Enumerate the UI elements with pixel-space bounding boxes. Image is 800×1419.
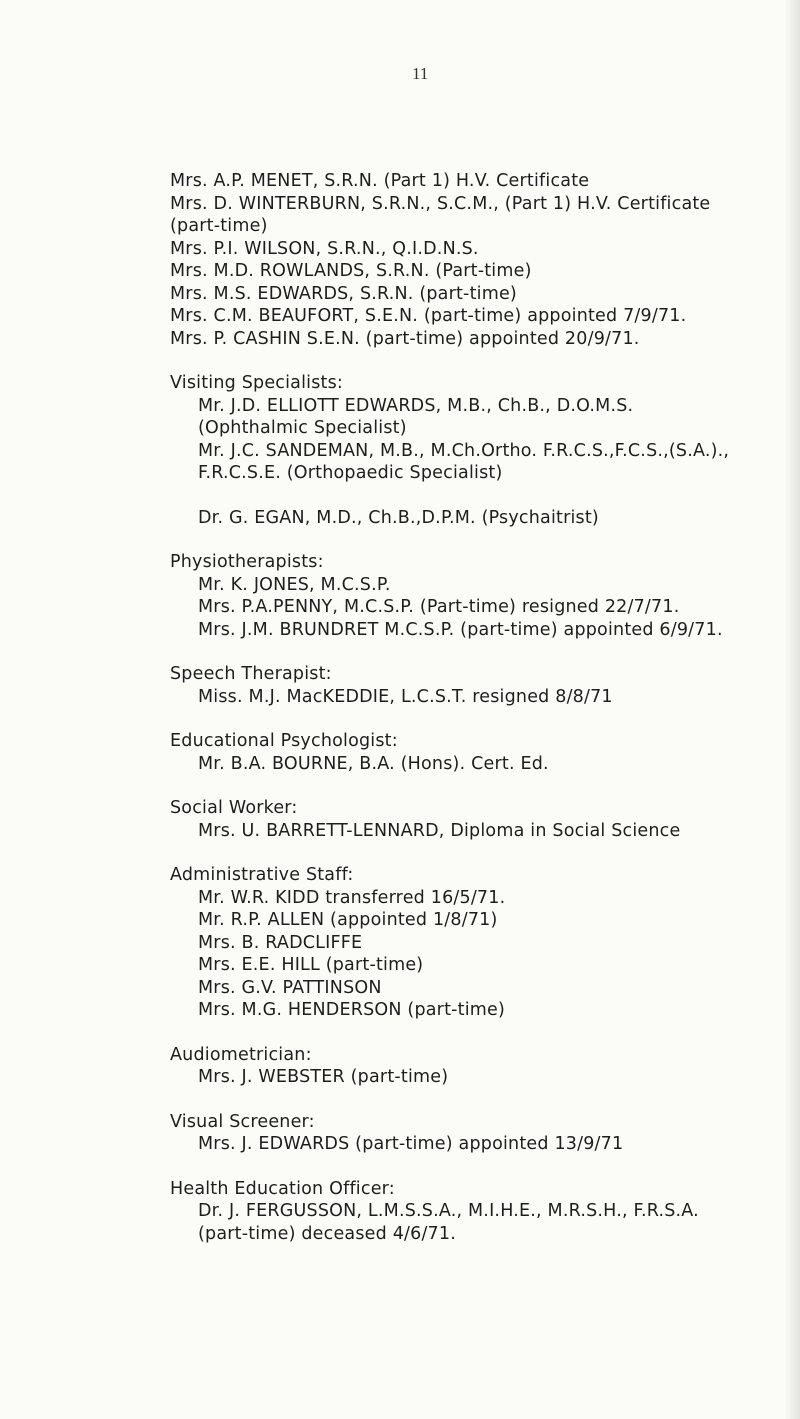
section-heading: Speech Therapist:	[170, 664, 332, 684]
list-item: Mr. K. JONES, M.C.S.P.	[198, 574, 391, 595]
list-item: Mrs. P.I. WILSON, S.R.N., Q.I.D.N.S.	[170, 238, 479, 259]
section-heading: Social Worker:	[170, 798, 298, 818]
list-item: Dr. G. EGAN, M.D., Ch.B.,D.P.M. (Psychaitrist)	[198, 507, 599, 528]
section-physiotherapists	[170, 551, 730, 641]
spacer	[198, 485, 730, 507]
list-item: Mrs. M.G. HENDERSON (part-time)	[198, 1000, 506, 1020]
document-body	[170, 170, 730, 1245]
list-item: Mrs. M.S. EDWARDS, S.R.N. (part-time)	[170, 283, 517, 304]
list-item: Mr. J.C. SANDEMAN, M.B., M.Ch.Ortho. F.R.C.S.,F.C.S.,(S.A.)., F.R.C.S.E. (Orthopaedic Specialist)	[198, 440, 730, 483]
list-item: Dr. J. FERGUSSON, L.M.S.S.A., M.I.H.E., M.R.S.H., F.R.S.A. (part-time) deceased 4/6/71.	[198, 1201, 699, 1244]
list-item: Mrs. C.M. BEAUFORT, S.E.N. (part-time) appointed 7/9/71.	[170, 306, 687, 326]
list-item: Mr. R.P. ALLEN (appointed 1/8/71)	[198, 910, 498, 930]
page-edge-shadow	[784, 0, 800, 1419]
list-item: Mrs. M.D. ROWLANDS, S.R.N. (Part-time)	[170, 261, 532, 281]
section-heading: Health Education Officer:	[170, 1178, 395, 1199]
section-visual-screener	[170, 1111, 730, 1156]
list-item: Miss. M.J. MacKEDDIE, L.C.S.T. resigned 8/8/71	[198, 686, 613, 707]
section-heading: Physiotherapists:	[170, 552, 324, 572]
list-item: Mrs. G.V. PATTINSON	[198, 977, 382, 998]
list-item: Mrs. B. RADCLIFFE	[198, 932, 363, 953]
list-item: Mrs. J. WEBSTER (part-time)	[198, 1067, 449, 1087]
section-social-worker	[170, 797, 730, 842]
section-speech-therapist	[170, 663, 730, 708]
list-item: Mrs. A.P. MENET, S.R.N. (Part 1) H.V. Certificate	[170, 171, 590, 191]
list-item: Mrs. U. BARRETT-LENNARD, Diploma in Social Science	[198, 820, 681, 841]
section-heading: Visual Screener:	[170, 1111, 315, 1132]
section-health-education-officer	[170, 1178, 730, 1246]
section-audiometrician	[170, 1044, 730, 1089]
page-number: 11	[412, 64, 429, 83]
list-item: Mrs. J. EDWARDS (part-time) appointed 13/9/71	[198, 1134, 624, 1154]
section-heading: Educational Psychologist:	[170, 731, 398, 751]
section-educational-psychologist	[170, 730, 730, 775]
list-item: Mrs. P. CASHIN S.E.N. (part-time) appointed 20/9/71.	[170, 328, 640, 349]
section-heading: Visiting Specialists:	[170, 373, 344, 393]
section-visiting-specialists	[170, 372, 730, 529]
list-item: Mrs. E.E. HILL (part-time)	[198, 955, 424, 975]
list-item: Mr. J.D. ELLIOTT EDWARDS, M.B., Ch.B., D.O.M.S. (Ophthalmic Specialist)	[198, 395, 634, 438]
list-item: Mrs. P.A.PENNY, M.C.S.P. (Part-time) resigned 22/7/71.	[198, 597, 680, 617]
list-item: Mr. B.A. BOURNE, B.A. (Hons). Cert. Ed.	[198, 753, 549, 774]
nursing-staff-list	[170, 170, 730, 350]
list-item: Mr. W.R. KIDD transferred 16/5/71.	[198, 887, 506, 908]
section-heading: Audiometrician:	[170, 1044, 312, 1065]
list-item: Mrs. D. WINTERBURN, S.R.N., S.C.M., (Part 1) H.V. Certificate (part-time)	[170, 193, 711, 236]
list-item: Mrs. J.M. BRUNDRET M.C.S.P. (part-time) appointed 6/9/71.	[198, 619, 723, 640]
section-administrative-staff	[170, 864, 730, 1022]
section-heading: Administrative Staff:	[170, 865, 354, 885]
